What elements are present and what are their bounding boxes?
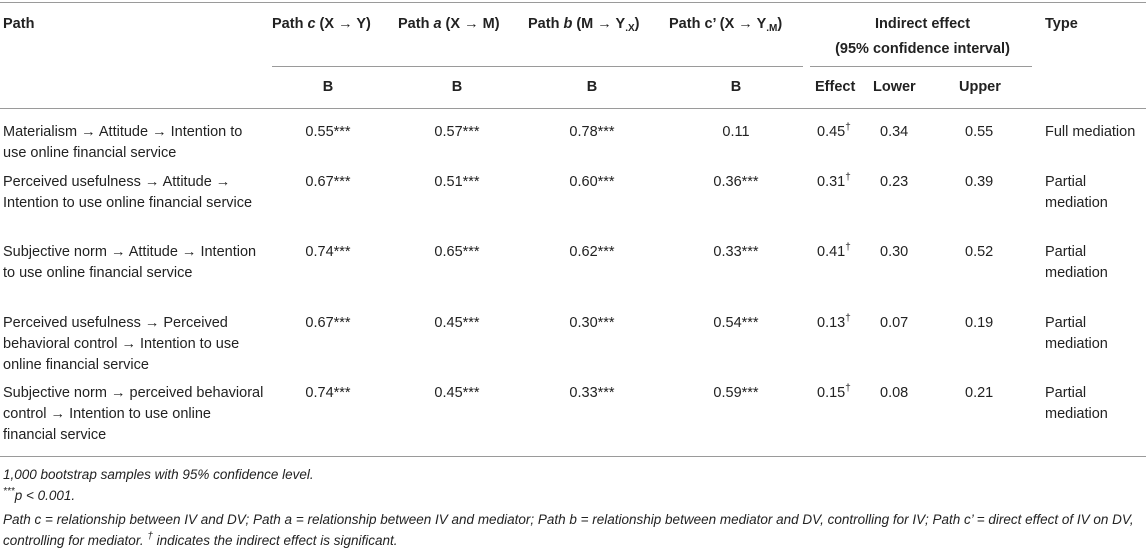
- row-path-b: 0.62***: [569, 244, 615, 260]
- row-path-c-prime: 0.54***: [713, 315, 759, 331]
- header-b-b: B: [586, 79, 598, 95]
- row-upper: 0.52: [965, 244, 994, 260]
- row-lower: 0.30: [880, 244, 909, 260]
- row-path-c: 0.74***: [305, 385, 351, 401]
- significance-dagger: †: [845, 172, 851, 183]
- row-path-b: 0.60***: [569, 174, 615, 190]
- row-path-c: 0.67***: [305, 315, 351, 331]
- row-effect: 0.13†: [817, 313, 851, 331]
- footnote-path-definitions: Path c = relationship between IV and DV; Path a = relationship between IV and mediator; Path b = relationship between mediator and DV, controlling for IV; Path c’ = direct effect of IV on DV, controlling for mediator. † indicates the indirect effect is significant.: [3, 512, 1134, 548]
- row-lower: 0.07: [880, 315, 909, 331]
- row-lower: 0.34: [880, 124, 909, 140]
- header-confidence-interval: (95% confidence interval): [835, 41, 1010, 57]
- row-upper: 0.39: [965, 174, 994, 190]
- row-path-c: 0.55***: [305, 124, 351, 140]
- row-path-a: 0.45***: [434, 315, 480, 331]
- row-path-a: 0.51***: [434, 174, 480, 190]
- row-path-a: 0.45***: [434, 385, 480, 401]
- header-b-cp: B: [730, 79, 742, 95]
- header-path-b: Path b $(M \to Y_{.X})$: [528, 16, 640, 34]
- row-path-c-prime: 0.11: [722, 124, 750, 140]
- significance-dagger: †: [845, 313, 851, 324]
- row-upper: 0.19: [965, 315, 994, 331]
- row-type: Full mediation: [1045, 124, 1136, 140]
- row-effect: 0.31†: [817, 172, 851, 190]
- header-path: Path: [3, 16, 35, 32]
- row-path-a: 0.65***: [434, 244, 480, 260]
- row-path: Materialism → Attitude → Intention to use online financial service: [3, 124, 243, 161]
- row-path-b: 0.30***: [569, 315, 615, 331]
- row-path: Perceived usefulness → Attitude → Intention to use online financial service: [3, 174, 253, 211]
- row-path-b: 0.33***: [569, 385, 615, 401]
- header-path-a: Path a (X → M): [398, 16, 500, 32]
- header-ci-rule: [810, 66, 1032, 67]
- row-path: Perceived usefulness → Perceived behavioral control → Intention to use online financial service: [3, 315, 240, 373]
- row-path: Subjective norm → Attitude → Intention to use online financial service: [3, 244, 257, 281]
- row-path-c-prime: 0.33***: [713, 244, 759, 260]
- row-effect: 0.41†: [817, 242, 851, 260]
- header-path-c-prime: Path c’ $(X \to Y_{.M})$: [669, 16, 783, 34]
- row-path-c-prime: 0.36***: [713, 174, 759, 190]
- header-b-a: B: [451, 79, 463, 95]
- header-path-c: Path c (X → Y): [272, 16, 371, 32]
- table-top-rule: [0, 2, 1146, 3]
- header-b-c: B: [322, 79, 334, 95]
- row-lower: 0.23: [880, 174, 909, 190]
- header-lower: Lower: [873, 79, 916, 95]
- row-type: Partial mediation: [1045, 244, 1108, 281]
- significance-dagger: †: [845, 122, 851, 133]
- row-type: Partial mediation: [1045, 174, 1108, 211]
- significance-dagger: †: [845, 383, 851, 394]
- significance-dagger: †: [845, 242, 851, 253]
- header-bottom-rule: [0, 108, 1146, 109]
- header-b-rule: [272, 66, 803, 67]
- row-path-b: 0.78***: [569, 124, 615, 140]
- row-upper: 0.21: [965, 385, 994, 401]
- footnote-bootstrap: 1,000 bootstrap samples with 95% confidence level.: [3, 467, 314, 482]
- row-path: Subjective norm → perceived behavioral control → Intention to use online financial service: [3, 385, 264, 443]
- row-effect: 0.45†: [817, 122, 851, 140]
- row-upper: 0.55: [965, 124, 994, 140]
- row-path-c: 0.67***: [305, 174, 351, 190]
- row-effect: 0.15†: [817, 383, 851, 401]
- row-type: Partial mediation: [1045, 385, 1108, 422]
- row-path-c: 0.74***: [305, 244, 351, 260]
- header-type: Type: [1045, 16, 1078, 32]
- header-effect: Effect: [815, 79, 856, 95]
- header-upper: Upper: [959, 79, 1001, 95]
- footnote-significance: ***p < 0.001.: [3, 486, 76, 503]
- row-lower: 0.08: [880, 385, 909, 401]
- header-indirect-effect: Indirect effect: [874, 16, 971, 32]
- table-bottom-rule: [0, 456, 1146, 457]
- row-path-c-prime: 0.59***: [713, 385, 759, 401]
- row-path-a: 0.57***: [434, 124, 480, 140]
- row-type: Partial mediation: [1045, 315, 1108, 352]
